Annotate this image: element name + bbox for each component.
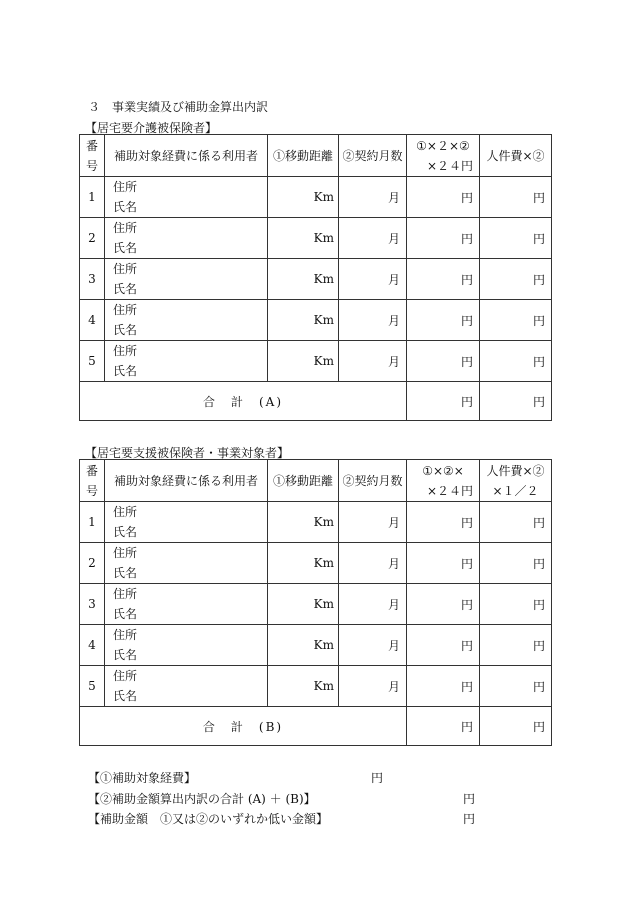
row-months: 月 [339, 259, 407, 300]
table-row [80, 177, 552, 218]
row-calc: 円 [407, 502, 480, 543]
header-user: 補助対象経費に係る利用者 [105, 460, 268, 502]
row-user: 住所 氏名 [105, 218, 268, 259]
row-personnel: 円 [480, 625, 552, 666]
row-distance: Km [268, 625, 339, 666]
row-distance: Km [268, 666, 339, 707]
row-distance: Km [268, 218, 339, 259]
header-user: 補助対象経費に係る利用者 [105, 135, 268, 177]
row-personnel: 円 [480, 259, 552, 300]
total-label: 合 計 (A) [80, 382, 407, 421]
total-label: 合 計 (B) [80, 707, 407, 746]
row-calc: 円 [407, 584, 480, 625]
summary-label: 【②補助金額算出内訳の合計 (A) ＋ (B)】 [88, 792, 316, 806]
header-months: ②契約月数 [339, 135, 407, 177]
row-user: 住所 氏名 [105, 543, 268, 584]
row-number: 5 [80, 341, 105, 382]
total-personnel: 円 [480, 382, 552, 421]
row-distance: Km [268, 259, 339, 300]
table-row [80, 502, 552, 543]
row-user: 住所 氏名 [105, 625, 268, 666]
row-user: 住所 氏名 [105, 666, 268, 707]
row-user: 住所 氏名 [105, 259, 268, 300]
header-calc: ①×②× ×２４円 [407, 460, 480, 502]
header-distance: ①移動距離 [268, 460, 339, 502]
table-row [80, 666, 552, 707]
table1-caption: 【居宅要介護被保険者】 [85, 121, 218, 135]
summary-unit: 円 [463, 792, 476, 806]
row-number: 1 [80, 177, 105, 218]
row-calc: 円 [407, 666, 480, 707]
row-months: 月 [339, 625, 407, 666]
row-calc: 円 [407, 218, 480, 259]
row-calc: 円 [407, 300, 480, 341]
row-user: 住所 氏名 [105, 177, 268, 218]
header-months: ②契約月数 [339, 460, 407, 502]
total-row [80, 707, 552, 746]
section-title: ３ 事業実績及び補助金算出内訳 [88, 100, 269, 114]
row-months: 月 [339, 218, 407, 259]
table2-header-row [80, 460, 552, 502]
row-distance: Km [268, 341, 339, 382]
row-personnel: 円 [480, 666, 552, 707]
row-number: 2 [80, 543, 105, 584]
table1-header-row [80, 135, 552, 177]
row-months: 月 [339, 300, 407, 341]
row-number: 2 [80, 218, 105, 259]
table-row [80, 584, 552, 625]
row-months: 月 [339, 543, 407, 584]
row-user: 住所 氏名 [105, 502, 268, 543]
summary-label: 【①補助対象経費】 [88, 771, 197, 785]
row-months: 月 [339, 341, 407, 382]
row-personnel: 円 [480, 177, 552, 218]
header-personnel: 人件費×② ×１／２ [480, 460, 552, 502]
total-calc: 円 [407, 707, 480, 746]
row-number: 1 [80, 502, 105, 543]
header-no: 番 号 [80, 460, 105, 502]
summary-label: 【補助金額 ①又は②のいずれか低い金額】 [88, 812, 329, 826]
row-distance: Km [268, 543, 339, 584]
summary-subsidy-amount [88, 810, 476, 827]
table-row [80, 259, 552, 300]
table-row [80, 543, 552, 584]
row-user: 住所 氏名 [105, 300, 268, 341]
row-number: 4 [80, 300, 105, 341]
row-months: 月 [339, 584, 407, 625]
header-no: 番 号 [80, 135, 105, 177]
table2-caption: 【居宅要支援被保険者・事業対象者】 [85, 446, 290, 460]
row-number: 4 [80, 625, 105, 666]
table-row [80, 218, 552, 259]
row-distance: Km [268, 177, 339, 218]
row-distance: Km [268, 502, 339, 543]
row-personnel: 円 [480, 502, 552, 543]
row-personnel: 円 [480, 543, 552, 584]
row-calc: 円 [407, 259, 480, 300]
summary-calc-total [88, 790, 476, 807]
row-personnel: 円 [480, 341, 552, 382]
table-row [80, 625, 552, 666]
row-distance: Km [268, 300, 339, 341]
total-row [80, 382, 552, 421]
row-months: 月 [339, 502, 407, 543]
row-calc: 円 [407, 625, 480, 666]
header-calc: ①×２×② ×２４円 [407, 135, 480, 177]
row-personnel: 円 [480, 300, 552, 341]
header-distance: ①移動距離 [268, 135, 339, 177]
summary-unit: 円 [371, 771, 384, 785]
header-personnel: 人件費×② [480, 135, 552, 177]
table1 [79, 134, 552, 421]
row-user: 住所 氏名 [105, 584, 268, 625]
total-personnel: 円 [480, 707, 552, 746]
row-number: 5 [80, 666, 105, 707]
row-months: 月 [339, 177, 407, 218]
row-months: 月 [339, 666, 407, 707]
table-row [80, 300, 552, 341]
total-calc: 円 [407, 382, 480, 421]
row-calc: 円 [407, 177, 480, 218]
table2 [79, 459, 552, 746]
summary-subsidy-cost [88, 769, 384, 786]
row-number: 3 [80, 259, 105, 300]
row-calc: 円 [407, 543, 480, 584]
summary-unit: 円 [463, 812, 476, 826]
row-personnel: 円 [480, 584, 552, 625]
row-number: 3 [80, 584, 105, 625]
row-user: 住所 氏名 [105, 341, 268, 382]
row-calc: 円 [407, 341, 480, 382]
row-personnel: 円 [480, 218, 552, 259]
row-distance: Km [268, 584, 339, 625]
table-row [80, 341, 552, 382]
